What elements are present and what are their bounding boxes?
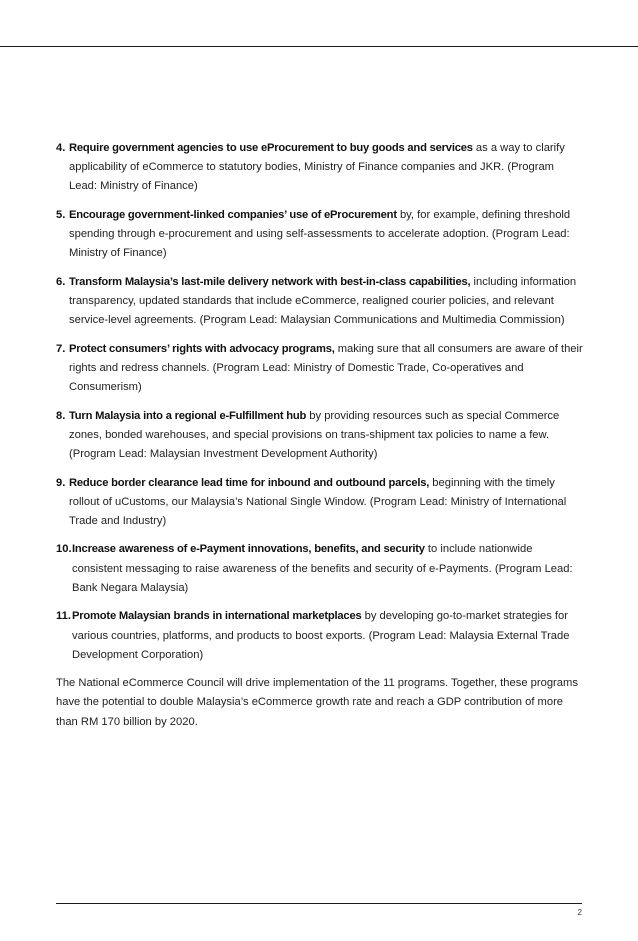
- header-divider: [0, 46, 638, 47]
- list-item-number: 5.: [56, 208, 66, 221]
- list-item-body: by developing go-to-market strategies for various countries, platforms, and products to boost exports. (Program Lead: Malaysia External Trade Development Corporation): [72, 610, 570, 661]
- list-item-lead: Transform Malaysia’s last-mile delivery network with best-in-class capabilities,: [69, 275, 471, 288]
- list-item-number: 8.: [56, 409, 66, 422]
- list-item-lead: Encourage government-linked companies’ use of eProcurement: [69, 208, 397, 221]
- footer-divider: [56, 903, 582, 904]
- list-item-lead: Turn Malaysia into a regional e-Fulfillment hub: [69, 409, 307, 422]
- list-item-number: 9.: [56, 476, 66, 489]
- list-item-lead: Promote Malaysian brands in international marketplaces: [72, 610, 362, 623]
- list-item-6: [56, 273, 584, 331]
- list-item-body: by, for example, defining threshold spending through e-procurement and using self-assessments to accelerate adoption. (Program Lead: Ministry of Finance): [69, 208, 571, 260]
- list-item-body: by providing resources such as special Commerce zones, bonded warehouses, and special provisions on trans-shipment tax policies to name a few. (Program Lead: Malaysian Investment Development Authority): [69, 409, 560, 461]
- list-item-number: 11.: [56, 610, 71, 623]
- list-item-9: [56, 474, 584, 532]
- list-item-body: including information transparency, updated standards that include eCommerce, realigned courier policies, and relevant service-level agreements. (Program Lead: Malaysian Communications and Multimedia Commission): [69, 275, 577, 327]
- list-item-4: [56, 139, 584, 197]
- list-item-number: 4.: [56, 142, 66, 154]
- list-item-11: [56, 607, 584, 665]
- list-item-body: beginning with the timely rollout of uCustoms, our Malaysia’s National Single Window. (Program Lead: Ministry of International Trade and Industry): [69, 476, 567, 527]
- list-item-8: [56, 407, 584, 465]
- list-item-lead: Increase awareness of e-Payment innovations, benefits, and security: [72, 543, 425, 556]
- list-item-number: 10.: [56, 543, 72, 556]
- list-item-number: 7.: [56, 342, 66, 355]
- program-list-section: [56, 139, 584, 732]
- page-number: 2: [577, 908, 582, 917]
- summary-paragraph: The National eCommerce Council will drive implementation of the 11 programs. Together, these programs have the potential to double Malaysia’s eCommerce growth rate and reach a GDP contribution of more than RM 170 billion by 2020.: [56, 677, 578, 728]
- list-item-body: making sure that all consumers are aware of their rights and redress channels. (Program Lead: Ministry of Domestic Trade, Co-operatives and Consumerism): [69, 342, 583, 394]
- list-item-lead: Require government agencies to use eProcurement to buy goods and services: [69, 142, 473, 154]
- list-item-lead: Protect consumers’ rights with advocacy programs,: [69, 342, 335, 355]
- list-item-body: as a way to clarify applicability of eCommerce to statutory bodies, Ministry of Finance companies and JKR. (Program Lead: Ministry of Finance): [69, 142, 565, 193]
- list-item-10: [56, 540, 584, 598]
- list-item-lead: Reduce border clearance lead time for inbound and outbound parcels,: [69, 476, 430, 489]
- list-item-number: 6.: [56, 275, 66, 288]
- list-item-7: [56, 340, 584, 398]
- list-item-body: to include nationwide consistent messaging to raise awareness of the benefits and security of e-Payments. (Program Lead: Bank Negara Malaysia): [72, 543, 573, 594]
- list-item-5: [56, 206, 584, 264]
